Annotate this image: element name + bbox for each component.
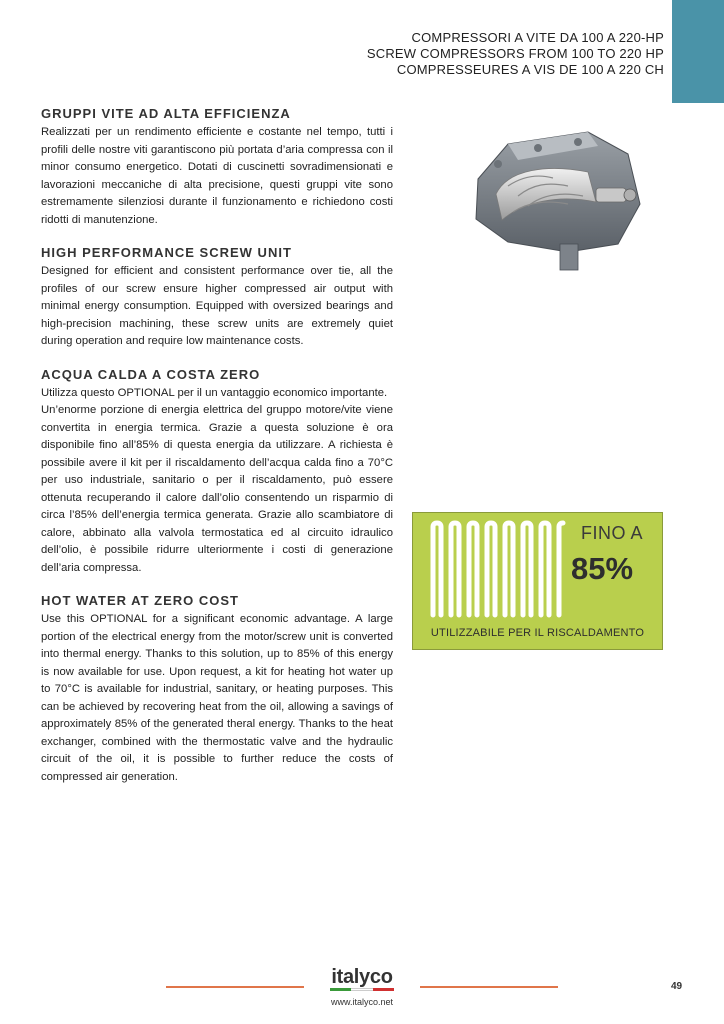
header-line-en: SCREW COMPRESSORS FROM 100 TO 220 HP bbox=[366, 46, 664, 61]
section-title: HOT WATER AT ZERO COST bbox=[41, 593, 239, 608]
promo-upto-label: FINO A bbox=[581, 523, 644, 543]
corner-color-tab bbox=[672, 0, 724, 103]
text-column bbox=[41, 106, 393, 802]
promo-percent-value: 85% bbox=[571, 551, 634, 586]
section-title: HIGH PERFORMANCE SCREW UNIT bbox=[41, 245, 292, 260]
section-title: ACQUA CALDA A COSTA ZERO bbox=[41, 366, 261, 382]
compressor-cutaway-image bbox=[468, 124, 648, 274]
footer-url: www.italyco.net bbox=[330, 997, 394, 1007]
section-title: GRUPPI VITE AD ALTA EFFICIENZA bbox=[41, 106, 291, 121]
footer-rule-right bbox=[420, 986, 558, 988]
section-paragraph: Utilizza questo OPTIONAL per il un vantaggio economico importante. bbox=[41, 386, 388, 399]
header-line-it: COMPRESSORI A VITE DA 100 A 220-HP bbox=[411, 30, 664, 45]
promo-caption: UTILIZZABILE PER IL RISCALDAMENTO bbox=[430, 627, 645, 639]
logo-flag-bar bbox=[330, 988, 394, 991]
radiator-icon bbox=[427, 519, 567, 619]
footer-rule-left bbox=[166, 986, 304, 988]
page-number: 49 bbox=[671, 981, 683, 992]
header-line-fr: COMPRESSEURES A VIS DE 100 A 220 CH bbox=[396, 62, 664, 77]
section-paragraph: Un’enorme porzione di energia elettrica del gruppo motore/vite viene convertita in energia termica. Grazie a questa soluzione è ora disponibile fino all’85% di questa energia da utilizzare. A richiesta è possibile avere il kit per il riscaldamento dell’acqua calda fino a 70°C per uso industriale, sanitario o per il riscaldamento, può essere ottenuta recuperando il calore dall’olio consentendo un risparmio di circa l’85% dell’energia termica generata. Grazie allo scambiatore di calore, abbinato alla valvola termostatica ed al circuito idraulico dell’olio, è possibile ridurre ulteriormente i costi di generazione dell’aria compressa. bbox=[41, 404, 393, 574]
logo-wordmark: italyco bbox=[331, 966, 393, 988]
section-paragraph: Use this OPTIONAL for a significant economic advantage. A large portion of the electrical energy from the motor/screw unit is converted into thermal energy. Thanks to this solution, up to 85% of this energy is now available for use. Upon request, a kit for heating hot water up to 70°C is available for industrial, sanitary, or heating purposes. This can be achieved by recovering heat from the oil, allowing a savings of approximately 85% of the generated theral energy. Thanks to the heat exchanger, combined with the thermostatic valve and the hydraulic circuit of the oil, it is possible to further reduce the costs of compressed air generation. bbox=[41, 613, 393, 783]
section-screw-unit bbox=[41, 245, 393, 351]
heat-recovery-promo bbox=[412, 512, 663, 650]
section-acqua-calda bbox=[41, 367, 393, 578]
section-gruppi-vite bbox=[41, 106, 393, 229]
page-header bbox=[367, 30, 664, 78]
section-hot-water bbox=[41, 593, 393, 786]
section-paragraph: Designed for efficient and consistent performance over tie, all the profiles of our screw ensure higher compressed air output with minimal energy consumption. Equipped with oversized bearings and high-precision machining, these screw units are extremely quiet during operation and require low maintenance costs. bbox=[41, 265, 393, 347]
italyco-logo bbox=[324, 966, 400, 1007]
section-paragraph: Realizzati per un rendimento efficiente e costante nel tempo, tutti i profili delle nostre viti garantiscono più portata d’aria compressa con il minor consumo energetico. Dotati di cuscinetti sovradimensionati e lavorazioni meccaniche di alta precisione, questi gruppi vite sono estremamente silenziosi durante il funzionamento e richiedono costi ridotti di manutenzione. bbox=[41, 126, 393, 226]
